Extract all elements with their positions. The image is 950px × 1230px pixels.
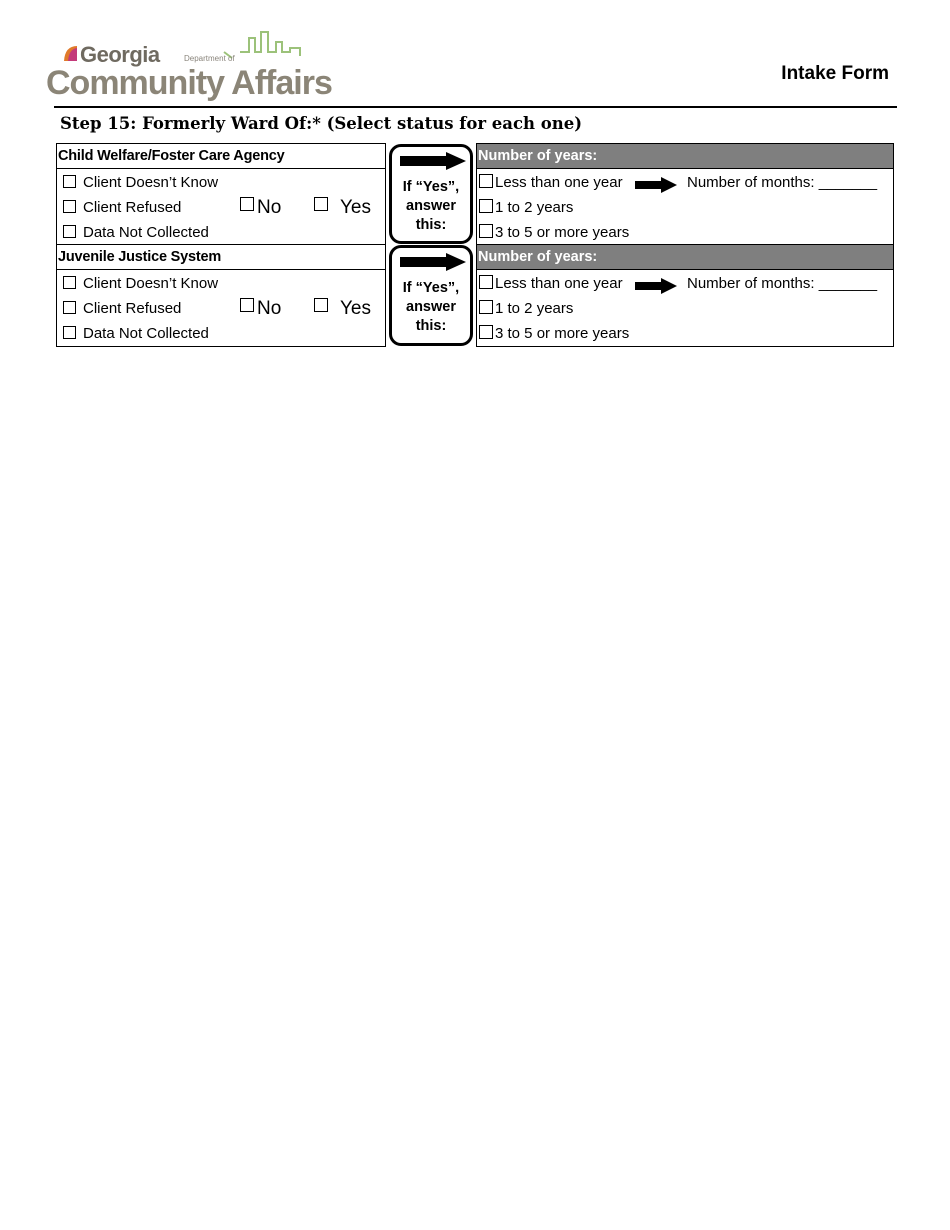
years-box [476,244,894,347]
arrow-right-icon [400,253,466,271]
option-3-to-5-years[interactable]: 3 to 5 or more years [479,224,629,241]
number-of-months-field[interactable]: Number of months: _______ [687,174,878,191]
option-yes[interactable]: Yes [314,197,371,219]
arrow-right-icon [635,177,677,193]
option-client-doesnt-know[interactable]: Client Doesn’t Know [63,275,218,292]
option-client-refused[interactable]: Client Refused [63,300,181,317]
checkbox[interactable] [479,199,493,213]
checkbox[interactable] [314,298,328,312]
checkbox[interactable] [314,197,328,211]
logo-georgia-text: Georgia [80,42,160,67]
checkbox[interactable] [479,275,493,289]
checkbox[interactable] [63,326,76,339]
arrow-right-icon [400,152,466,170]
years-heading: Number of years: [477,144,893,169]
checkbox[interactable] [63,276,76,289]
option-data-not-collected[interactable]: Data Not Collected [63,224,209,241]
arrow-right-icon [635,278,677,294]
option-1-to-2-years[interactable]: 1 to 2 years [479,300,573,317]
option-less-than-one-year[interactable]: Less than one year [479,174,623,191]
logo-main-text: Community Affairs [46,64,332,102]
years-heading: Number of years: [477,245,893,270]
checkbox[interactable] [479,224,493,238]
checkbox[interactable] [479,174,493,188]
if-yes-callout [389,245,473,346]
checkbox[interactable] [479,325,493,339]
option-client-doesnt-know[interactable]: Client Doesn’t Know [63,174,218,191]
years-box [476,143,894,245]
checkbox[interactable] [63,301,76,314]
section-juvenile-justice [56,244,386,347]
checkbox[interactable] [63,225,76,238]
option-3-to-5-years[interactable]: 3 to 5 or more years [479,325,629,342]
step-title: Step 15: Formerly Ward Of:* (Select status for each one) [60,114,583,133]
dca-logo [44,28,332,104]
header-divider [54,106,897,108]
section-heading: Child Welfare/Foster Care Agency [57,144,385,169]
checkbox[interactable] [63,200,76,213]
option-less-than-one-year[interactable]: Less than one year [479,275,623,292]
option-client-refused[interactable]: Client Refused [63,199,181,216]
option-data-not-collected[interactable]: Data Not Collected [63,325,209,342]
section-heading: Juvenile Justice System [57,245,385,270]
option-yes[interactable]: Yes [314,298,371,320]
checkbox[interactable] [240,197,254,211]
logo-dept-text: Department of [184,54,235,63]
option-no[interactable]: No [240,298,281,320]
if-yes-text: If “Yes”, answer this: [402,280,460,334]
if-yes-text: If “Yes”, answer this: [402,179,460,233]
checkbox[interactable] [479,300,493,314]
checkbox[interactable] [63,175,76,188]
option-1-to-2-years[interactable]: 1 to 2 years [479,199,573,216]
form-title: Intake Form [781,63,889,84]
if-yes-callout [389,144,473,244]
number-of-months-field[interactable]: Number of months: _______ [687,275,878,292]
checkbox[interactable] [240,298,254,312]
option-no[interactable]: No [240,197,281,219]
section-child-welfare [56,143,386,245]
